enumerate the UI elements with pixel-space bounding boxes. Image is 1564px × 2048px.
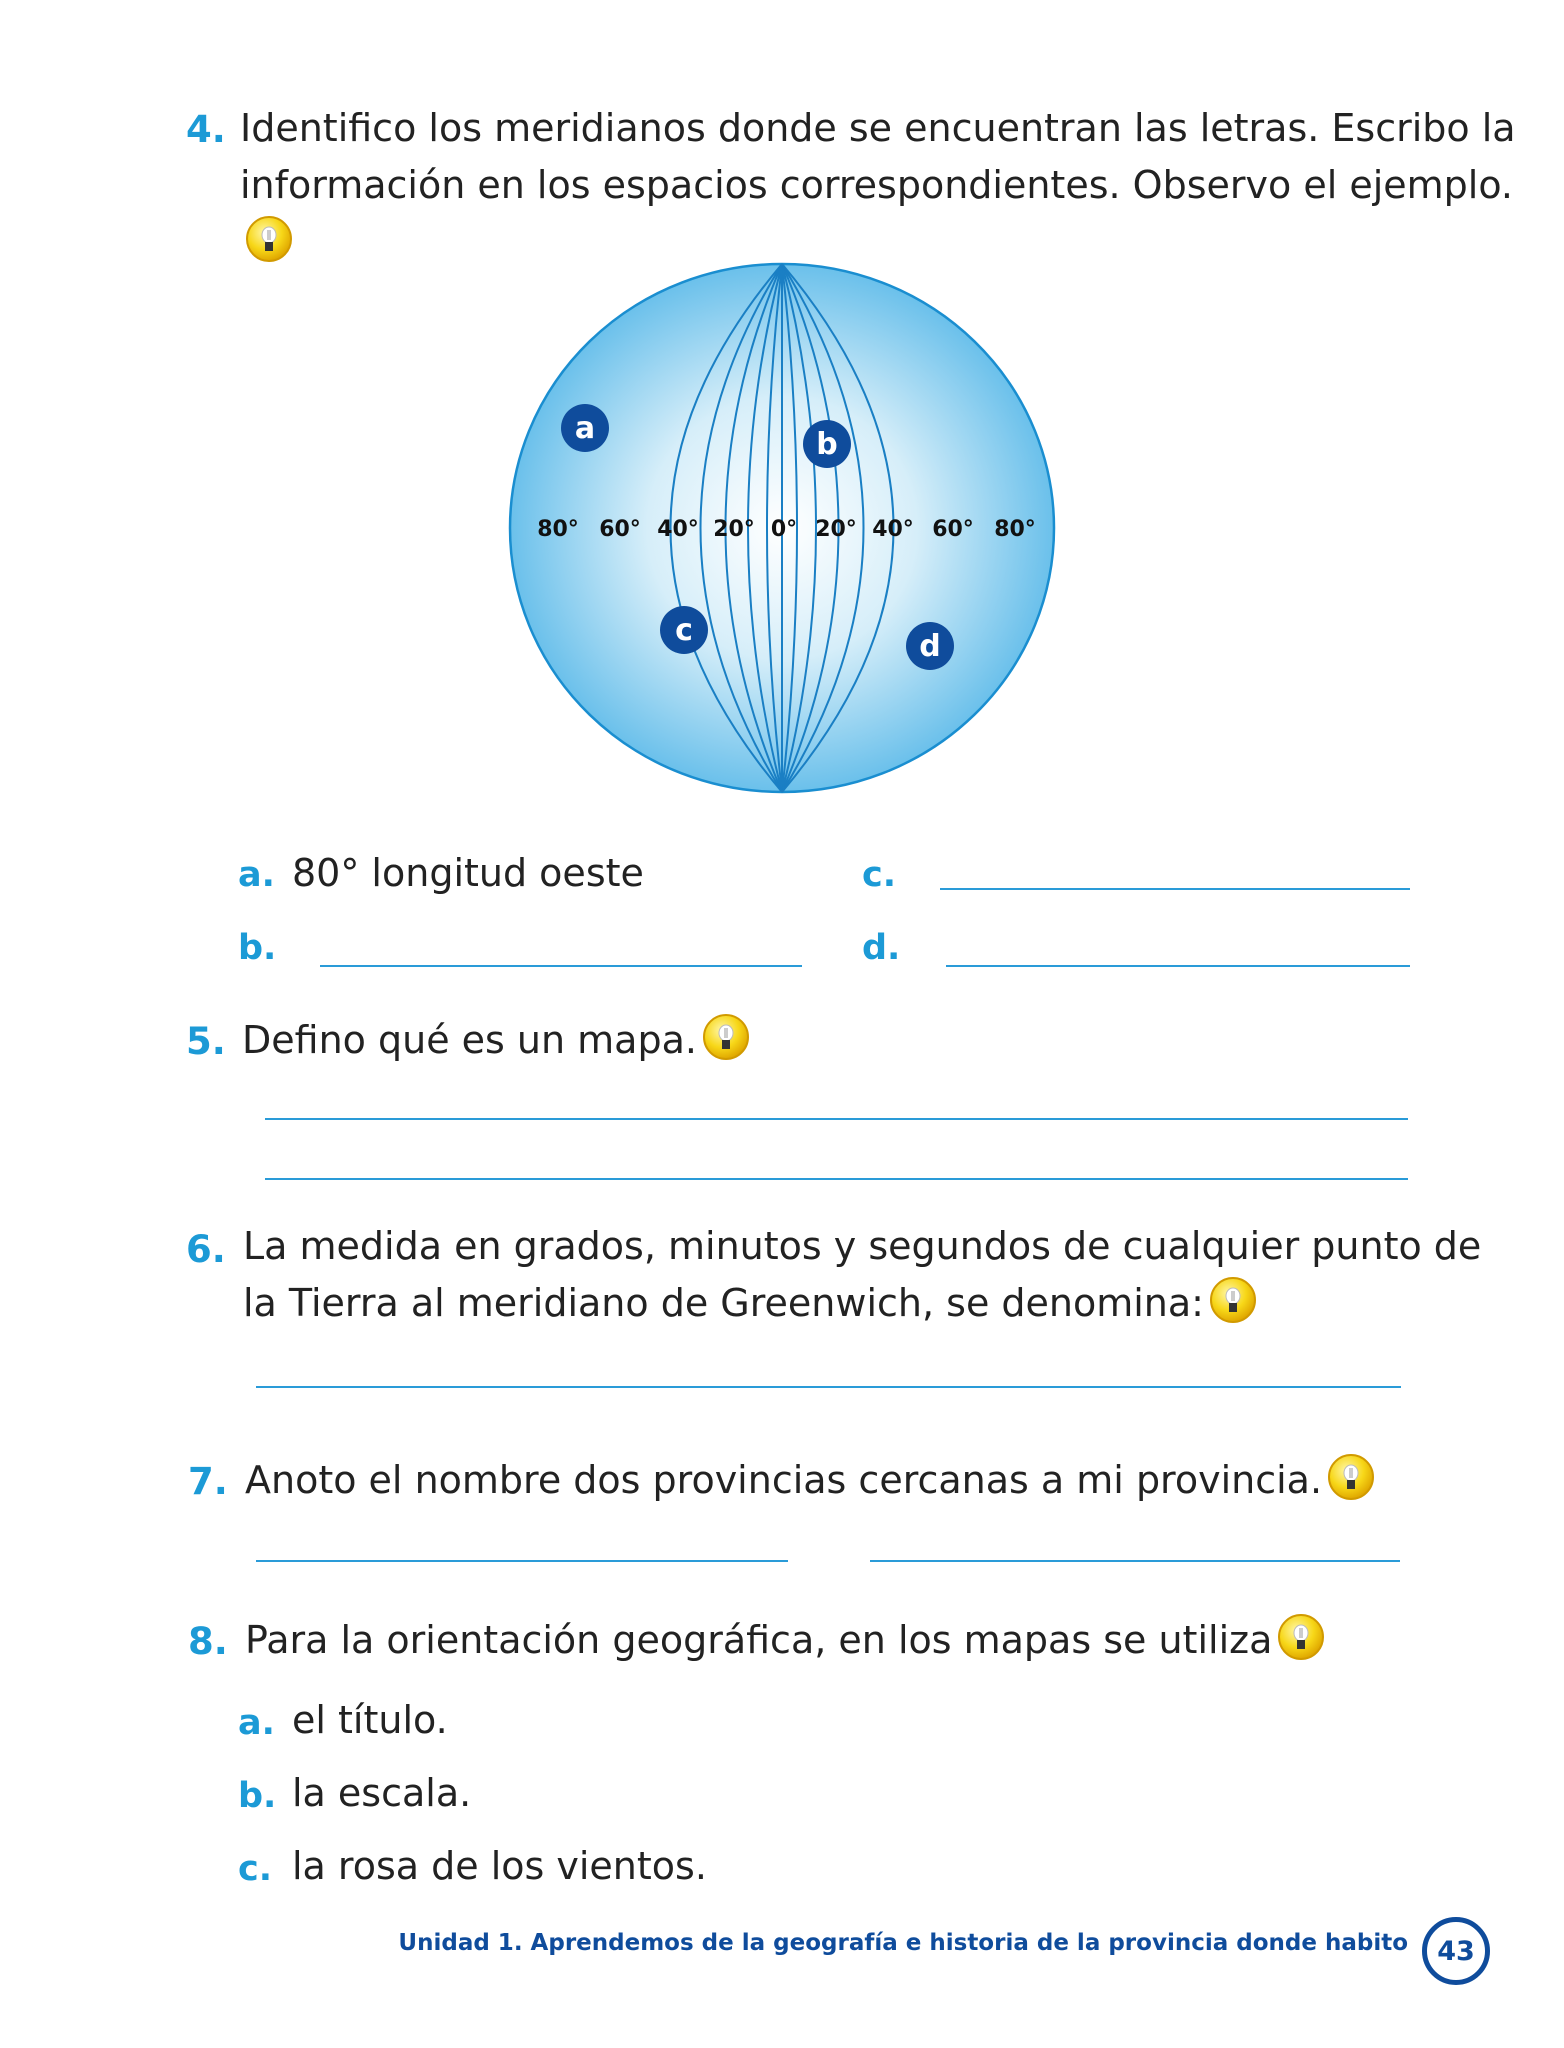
question-7-text <box>245 1452 1376 1509</box>
marker-c: c <box>675 613 693 648</box>
degree-label-e80: 80° <box>994 517 1036 542</box>
question-6-text-line2 <box>243 1275 1258 1332</box>
answer-d-line[interactable] <box>946 965 1410 967</box>
option-c-letter: c. <box>238 1849 273 1889</box>
option-a-letter: a. <box>238 1703 275 1743</box>
marker-a: a <box>574 411 596 446</box>
question-6-text-line1: La medida en grados, minutos y segundos de cualquier punto de <box>243 1224 1482 1268</box>
degree-label-e60: 60° <box>932 517 974 542</box>
question-5-answer-line-1[interactable] <box>265 1118 1408 1120</box>
question-4-line2-label: información en los espacios correspondientes. Observo el ejemplo. <box>240 163 1513 207</box>
question-5-answer-line-2[interactable] <box>265 1178 1408 1180</box>
answer-d-letter: d. <box>862 928 901 968</box>
option-b-text[interactable]: la escala. <box>292 1771 472 1815</box>
question-8-text <box>245 1612 1326 1669</box>
question-8-label: Para la orientación geográfica, en los mapas se utiliza <box>245 1618 1273 1662</box>
answer-a-letter: a. <box>238 855 275 895</box>
answer-c-line[interactable] <box>940 888 1410 890</box>
option-c-text[interactable]: la rosa de los vientos. <box>292 1844 707 1888</box>
question-6-answer-line[interactable] <box>256 1386 1401 1388</box>
marker-b: b <box>816 427 838 462</box>
option-b-letter: b. <box>238 1776 277 1816</box>
lightbulb-icon <box>1326 1452 1376 1502</box>
question-5-number: 5. <box>186 1020 226 1063</box>
degree-label-w40: 40° <box>657 517 699 542</box>
question-6-number: 6. <box>186 1228 226 1271</box>
question-7-answer-line-2[interactable] <box>870 1560 1400 1562</box>
marker-d: d <box>919 629 941 664</box>
degree-label-w20: 20° <box>713 517 755 542</box>
answer-b-line[interactable] <box>320 965 802 967</box>
question-4-text-line1: Identifico los meridianos donde se encuentran las letras. Escribo la <box>240 106 1516 150</box>
question-7-answer-line-1[interactable] <box>256 1560 788 1562</box>
answer-b-letter: b. <box>238 928 277 968</box>
degree-label-e20: 20° <box>815 517 857 542</box>
lightbulb-icon <box>244 214 294 264</box>
lightbulb-icon <box>701 1012 751 1062</box>
page-number: 43 <box>1422 1917 1490 1985</box>
globe-diagram <box>500 258 1070 798</box>
question-7-number: 7. <box>188 1460 228 1503</box>
lightbulb-icon <box>1208 1275 1258 1325</box>
question-4-number: 4. <box>186 108 226 151</box>
question-4-text-line2 <box>240 157 1564 271</box>
lightbulb-icon <box>1276 1612 1326 1662</box>
question-8-number: 8. <box>188 1620 228 1663</box>
question-6-line2-label: la Tierra al meridiano de Greenwich, se denomina: <box>243 1281 1204 1325</box>
question-5-text <box>242 1012 751 1069</box>
answer-a-text: 80° longitud oeste <box>292 851 644 895</box>
degree-label-w80: 80° <box>537 517 579 542</box>
degree-label-e40: 40° <box>872 517 914 542</box>
degree-label-w60: 60° <box>599 517 641 542</box>
degree-label-0: 0° <box>770 517 798 542</box>
question-5-label: Defino qué es un mapa. <box>242 1018 697 1062</box>
question-7-label: Anoto el nombre dos provincias cercanas a mi provincia. <box>245 1458 1323 1502</box>
answer-c-letter: c. <box>862 855 897 895</box>
footer-unit-title: Unidad 1. Aprendemos de la geografía e historia de la provincia donde habito <box>398 1930 1408 1956</box>
option-a-text[interactable]: el título. <box>292 1698 448 1742</box>
